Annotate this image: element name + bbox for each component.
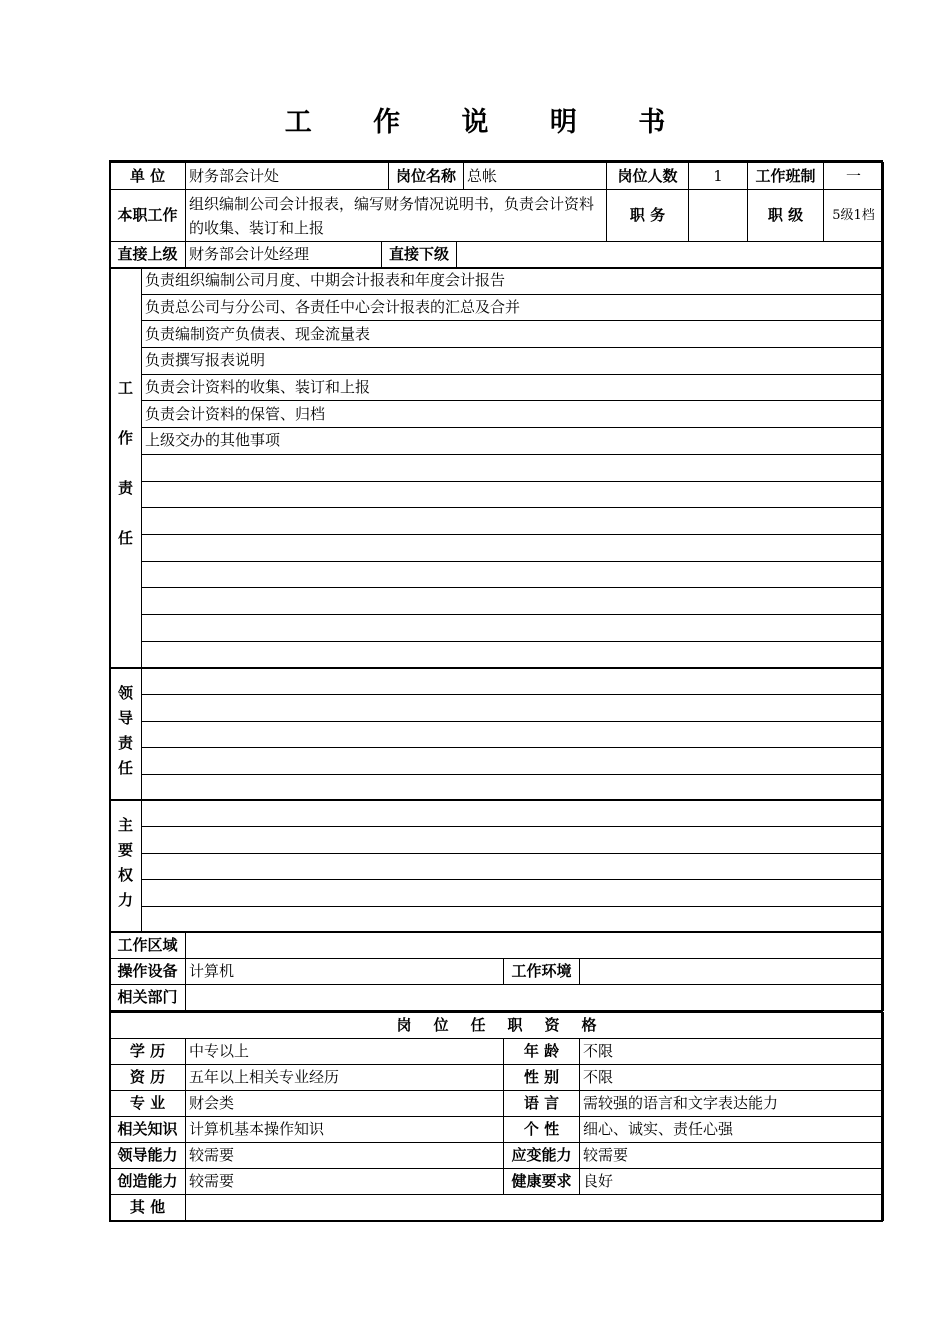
responsibilities-label-char: 作	[117, 429, 133, 447]
unit-label: 单 位	[110, 163, 186, 190]
qual-label-left: 创造能力	[110, 1169, 186, 1195]
work-area-label: 工作区域	[110, 933, 186, 959]
superior-label: 直接上级	[110, 242, 186, 268]
qual-value-left: 较需要	[186, 1143, 504, 1169]
responsibilities-item: 负责会计资料的收集、装订和上报	[142, 374, 884, 401]
header-row-2	[109, 189, 884, 242]
authority-item	[142, 853, 884, 879]
responsibilities-item: 负责总公司与分公司、各责任中心会计报表的汇总及合并	[142, 294, 884, 321]
responsibilities-table	[109, 267, 884, 668]
shift-label: 工作班制	[748, 163, 824, 190]
authority-item	[142, 827, 884, 853]
leadership-label-char: 责	[117, 734, 133, 752]
responsibilities-item: 负责会计资料的保管、归档	[142, 401, 884, 428]
responsibilities-item	[142, 534, 884, 561]
responsibilities-item	[142, 561, 884, 588]
authority-label-char: 力	[117, 891, 133, 909]
responsibilities-item: 负责撰写报表说明	[142, 348, 884, 375]
responsibilities-item: 负责组织编制公司月度、中期会计报表和年度会计报告	[142, 268, 884, 295]
leadership-item	[142, 695, 884, 721]
qual-label-left: 专 业	[110, 1091, 186, 1117]
related-dept-label: 相关部门	[110, 985, 186, 1011]
header-row-3	[109, 241, 884, 268]
qualifications-table	[109, 1012, 884, 1221]
leadership-table	[109, 668, 884, 801]
qual-label-left: 相关知识	[110, 1117, 186, 1143]
qual-value-right: 良好	[580, 1169, 884, 1195]
unit-value: 财务部会计处	[186, 163, 389, 190]
related-dept-value	[186, 985, 884, 1011]
environment-table	[109, 932, 884, 1011]
authority-label-char: 要	[117, 841, 133, 859]
divider	[109, 1011, 883, 1013]
headcount-value: 1	[689, 163, 748, 190]
qual-label-left: 领导能力	[110, 1143, 186, 1169]
responsibilities-item	[142, 508, 884, 535]
responsibilities-label-char: 责	[117, 479, 133, 497]
qual-value-right: 细心、诚实、责任心强	[580, 1117, 884, 1143]
qual-value-right: 较需要	[580, 1143, 884, 1169]
authority-label	[110, 801, 142, 933]
qual-label-right: 性 别	[504, 1065, 580, 1091]
qual-label-right: 健康要求	[504, 1169, 580, 1195]
leadership-item	[142, 721, 884, 747]
responsibilities-label	[110, 268, 142, 668]
responsibilities-item	[142, 454, 884, 481]
duty-value	[689, 190, 748, 242]
qual-value-right: 需较强的语言和文字表达能力	[580, 1091, 884, 1117]
equipment-value: 计算机	[186, 959, 504, 985]
page-title: 工 作 说 明 书	[284, 107, 692, 138]
grade-label: 职 级	[748, 190, 824, 242]
responsibilities-item	[142, 588, 884, 615]
post-name-label: 岗位名称	[389, 163, 464, 190]
qual-label-right: 年 龄	[504, 1039, 580, 1065]
headcount-label: 岗位人数	[607, 163, 689, 190]
qual-value-left: 较需要	[186, 1169, 504, 1195]
responsibilities-item	[142, 614, 884, 641]
responsibilities-item: 上级交办的其他事项	[142, 428, 884, 455]
divider	[109, 267, 883, 269]
qual-value-left: 计算机基本操作知识	[186, 1117, 504, 1143]
qual-value-left: 中专以上	[186, 1039, 504, 1065]
leadership-label	[110, 669, 142, 801]
authority-item	[142, 880, 884, 906]
leadership-label-char: 任	[117, 759, 133, 777]
leadership-item	[142, 669, 884, 695]
main-job-label: 本职工作	[110, 190, 186, 242]
duty-label: 职 务	[607, 190, 689, 242]
responsibilities-label-char: 任	[117, 529, 133, 547]
divider	[109, 667, 883, 669]
authority-table	[109, 800, 884, 933]
responsibilities-label-char: 工	[117, 379, 133, 397]
qual-value-right: 不限	[580, 1039, 884, 1065]
qual-label-left: 资 历	[110, 1065, 186, 1091]
divider	[109, 931, 883, 933]
superior-value: 财务部会计处经理	[186, 242, 382, 268]
qual-value-left: 财会类	[186, 1091, 504, 1117]
divider	[109, 799, 883, 801]
work-environment-label: 工作环境	[504, 959, 580, 985]
qual-value-left: 五年以上相关专业经历	[186, 1065, 504, 1091]
post-name-value: 总帐	[464, 163, 607, 190]
leadership-label-char: 领	[117, 684, 133, 702]
header-row-1	[109, 162, 884, 190]
responsibilities-item	[142, 641, 884, 668]
qual-label-right: 语 言	[504, 1091, 580, 1117]
main-job-value: 组织编制公司会计报表，编写财务情况说明书，负责会计资料的收集、装订和上报	[186, 190, 607, 242]
leadership-label-char: 导	[117, 709, 133, 727]
grade-value: 5级1档	[824, 190, 884, 242]
work-area-value	[186, 933, 884, 959]
shift-value: 一	[824, 163, 884, 190]
authority-item	[142, 906, 884, 932]
other-value	[186, 1195, 884, 1221]
authority-item	[142, 801, 884, 827]
subordinate-value	[457, 242, 884, 268]
other-label: 其 他	[110, 1195, 186, 1221]
leadership-item	[142, 774, 884, 800]
responsibilities-item	[142, 481, 884, 508]
qual-label-left: 学 历	[110, 1039, 186, 1065]
authority-label-char: 权	[117, 866, 133, 884]
qual-label-right: 个 性	[504, 1117, 580, 1143]
leadership-item	[142, 748, 884, 774]
qual-label-right: 应变能力	[504, 1143, 580, 1169]
work-environment-value	[580, 959, 884, 985]
responsibilities-item: 负责编制资产负债表、现金流量表	[142, 321, 884, 348]
subordinate-label: 直接下级	[382, 242, 457, 268]
equipment-label: 操作设备	[110, 959, 186, 985]
qual-value-right: 不限	[580, 1065, 884, 1091]
authority-label-char: 主	[117, 816, 133, 834]
qualifications-title: 岗位任职资格	[110, 1013, 884, 1039]
